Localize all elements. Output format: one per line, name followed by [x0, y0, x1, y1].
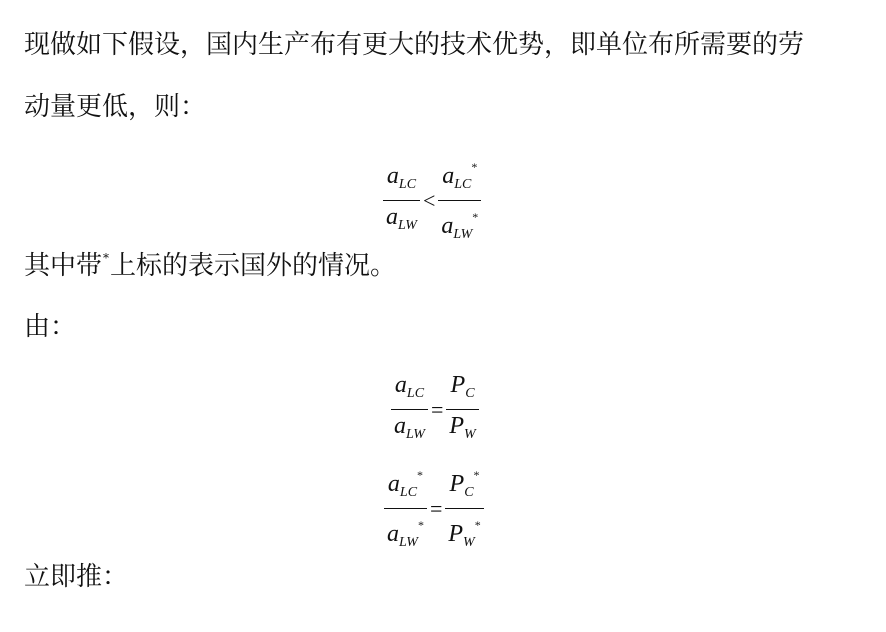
fraction-bar — [446, 409, 478, 410]
formula3-operator: = — [429, 496, 443, 521]
fraction-bar — [391, 409, 428, 410]
paragraph-given: 由： — [24, 312, 77, 342]
paragraph-assumption-line2: 动量更低，则： — [24, 92, 207, 122]
formula-foreign-price-ratio — [384, 462, 484, 556]
formula2-rhs-denominator: $P_W$ — [449, 413, 476, 442]
formula3-rhs-fraction — [445, 462, 483, 556]
paragraph-conclusion: 立即推： — [24, 562, 129, 592]
formula3-rhs-numerator: $P_C^*$ — [449, 468, 480, 500]
formula1-rhs-denominator: $a_{LW}^*$ — [441, 210, 479, 242]
fraction-bar — [384, 508, 427, 509]
fraction-bar — [383, 200, 420, 201]
formula3-lhs-numerator: $a_{LC}^*$ — [387, 468, 424, 500]
formula1-rhs-fraction — [438, 154, 481, 248]
formula3-lhs-fraction — [384, 462, 427, 556]
formula2-rhs-numerator: $P_C$ — [450, 372, 475, 401]
fraction-bar — [438, 200, 481, 201]
formula2-operator: = — [430, 397, 444, 422]
fraction-bar — [445, 508, 483, 509]
formula1-lhs-denominator: $a_{LW}$ — [386, 204, 417, 233]
superscript-star: * — [103, 251, 110, 265]
formula1-lhs-numerator: $a_{LC}$ — [386, 163, 417, 192]
formula3-rhs-denominator: $P_W^*$ — [448, 518, 481, 550]
formula2-lhs-denominator: $a_{LW}$ — [394, 413, 425, 442]
paragraph-superscript-note: 其中带*上标的表示国外的情况。 — [24, 251, 397, 281]
formula3-lhs-denominator: $a_{LW}^*$ — [387, 518, 424, 550]
formula2-lhs-fraction — [391, 372, 428, 448]
formula-inequality — [383, 154, 481, 248]
formula1-operator: < — [422, 188, 436, 213]
formula1-lhs-fraction — [383, 163, 420, 239]
formula-domestic-price-ratio — [391, 372, 479, 448]
formula2-rhs-fraction — [446, 372, 478, 448]
formula1-rhs-numerator: $a_{LC}^*$ — [442, 160, 478, 192]
formula2-lhs-numerator: $a_{LC}$ — [394, 372, 425, 401]
paragraph-assumption-line1: 现做如下假设，国内生产布有更大的技术优势，即单位布所需要的劳 — [24, 30, 805, 60]
